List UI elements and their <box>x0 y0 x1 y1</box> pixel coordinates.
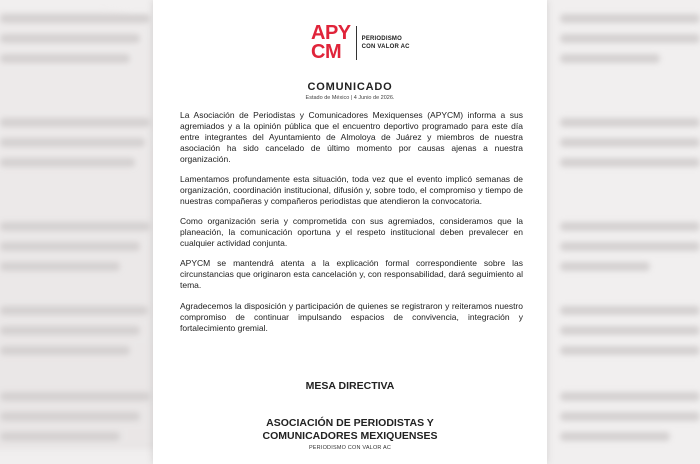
background-text-line <box>0 54 130 63</box>
background-text-line <box>560 138 700 147</box>
background-text-line <box>0 432 120 441</box>
document-title: COMUNICADO <box>307 81 393 93</box>
background-text-line <box>560 158 700 167</box>
logo-wordmark-line1: APY <box>311 22 351 44</box>
paragraph: Agradecemos la disposición y participación de quienes se registraron y reiteramos nuestro compromiso de continuar impulsando espacios de convivencia, integración y fortalecimiento gremial. <box>180 300 523 333</box>
background-text-line <box>560 54 660 63</box>
background-text-line <box>560 432 670 441</box>
signature-title: MESA DIRECTIVA <box>305 380 395 392</box>
paragraph: APYCM se mantendrá atenta a la explicación formal correspondiente sobre las circunstancias que originaron esta cancelación y, con responsabilidad, dará seguimiento al tema. <box>180 258 523 291</box>
background-text-line <box>560 306 700 315</box>
logo-wordmark <box>311 24 351 62</box>
background-text-line <box>560 326 700 335</box>
background-text-line <box>560 346 700 355</box>
logo-tagline-line2: CON VALOR AC <box>361 44 410 50</box>
logo-tagline <box>362 35 410 51</box>
organization-name-line1: ASOCIACIÓN DE PERIODISTAS Y <box>266 417 434 429</box>
logo-tagline-line1: PERIODISMO <box>361 36 402 42</box>
apycm-logo <box>311 23 410 63</box>
background-text-line <box>560 392 700 401</box>
document-body <box>180 110 523 343</box>
background-text-line <box>0 306 148 315</box>
background-text-line <box>0 34 140 43</box>
press-release-document <box>153 0 547 464</box>
background-text-line <box>560 242 700 251</box>
background-text-line <box>560 222 700 231</box>
organization-name <box>153 417 547 443</box>
organization-tagline: PERIODISMO CON VALOR AC <box>308 445 392 451</box>
background-text-line <box>0 138 145 147</box>
background-text-line <box>0 326 140 335</box>
background-text-line <box>560 412 700 421</box>
background-text-line <box>560 118 700 127</box>
background-text-line <box>560 262 650 271</box>
background-text-line <box>560 14 700 23</box>
dateline: Estado de México | 4 Junio de 2026. <box>305 95 395 101</box>
background-text-line <box>0 262 120 271</box>
background-text-line <box>0 118 150 127</box>
background-text-line <box>0 14 150 23</box>
background-text-line <box>0 242 140 251</box>
organization-name-line2: COMUNICADORES MEXIQUENSES <box>262 430 438 442</box>
background-text-line <box>0 412 140 421</box>
background-text-line <box>0 222 150 231</box>
background-text-line <box>0 158 135 167</box>
background-text-line <box>0 392 150 401</box>
logo-wordmark-line2: CM <box>311 41 342 63</box>
logo-divider <box>356 26 357 60</box>
background-text-line <box>560 34 700 43</box>
paragraph: La Asociación de Periodistas y Comunicadores Mexiquenses (APYCM) informa a sus agremiados y a la opinión pública que el encuentro deportivo programado para este día entre integrantes del Ayuntamiento de Almoloya de Juárez y miembros de nuestra asociación ha sido cancelado de último momento por causas ajenas a nuestra organización. <box>180 110 523 164</box>
background-text-line <box>0 346 130 355</box>
paragraph: Como organización seria y comprometida con sus agremiados, consideramos que la planeación, la comunicación oportuna y el respeto institucional deben prevalecer en cualquier actividad conjunta. <box>180 216 523 249</box>
paragraph: Lamentamos profundamente esta situación, toda vez que el evento implicó semanas de organización, coordinación institucional, difusión y, sobre todo, el compromiso y tiempo de nuestras compañeras y compañeros periodistas que atendieron la convocatoria. <box>180 174 523 206</box>
